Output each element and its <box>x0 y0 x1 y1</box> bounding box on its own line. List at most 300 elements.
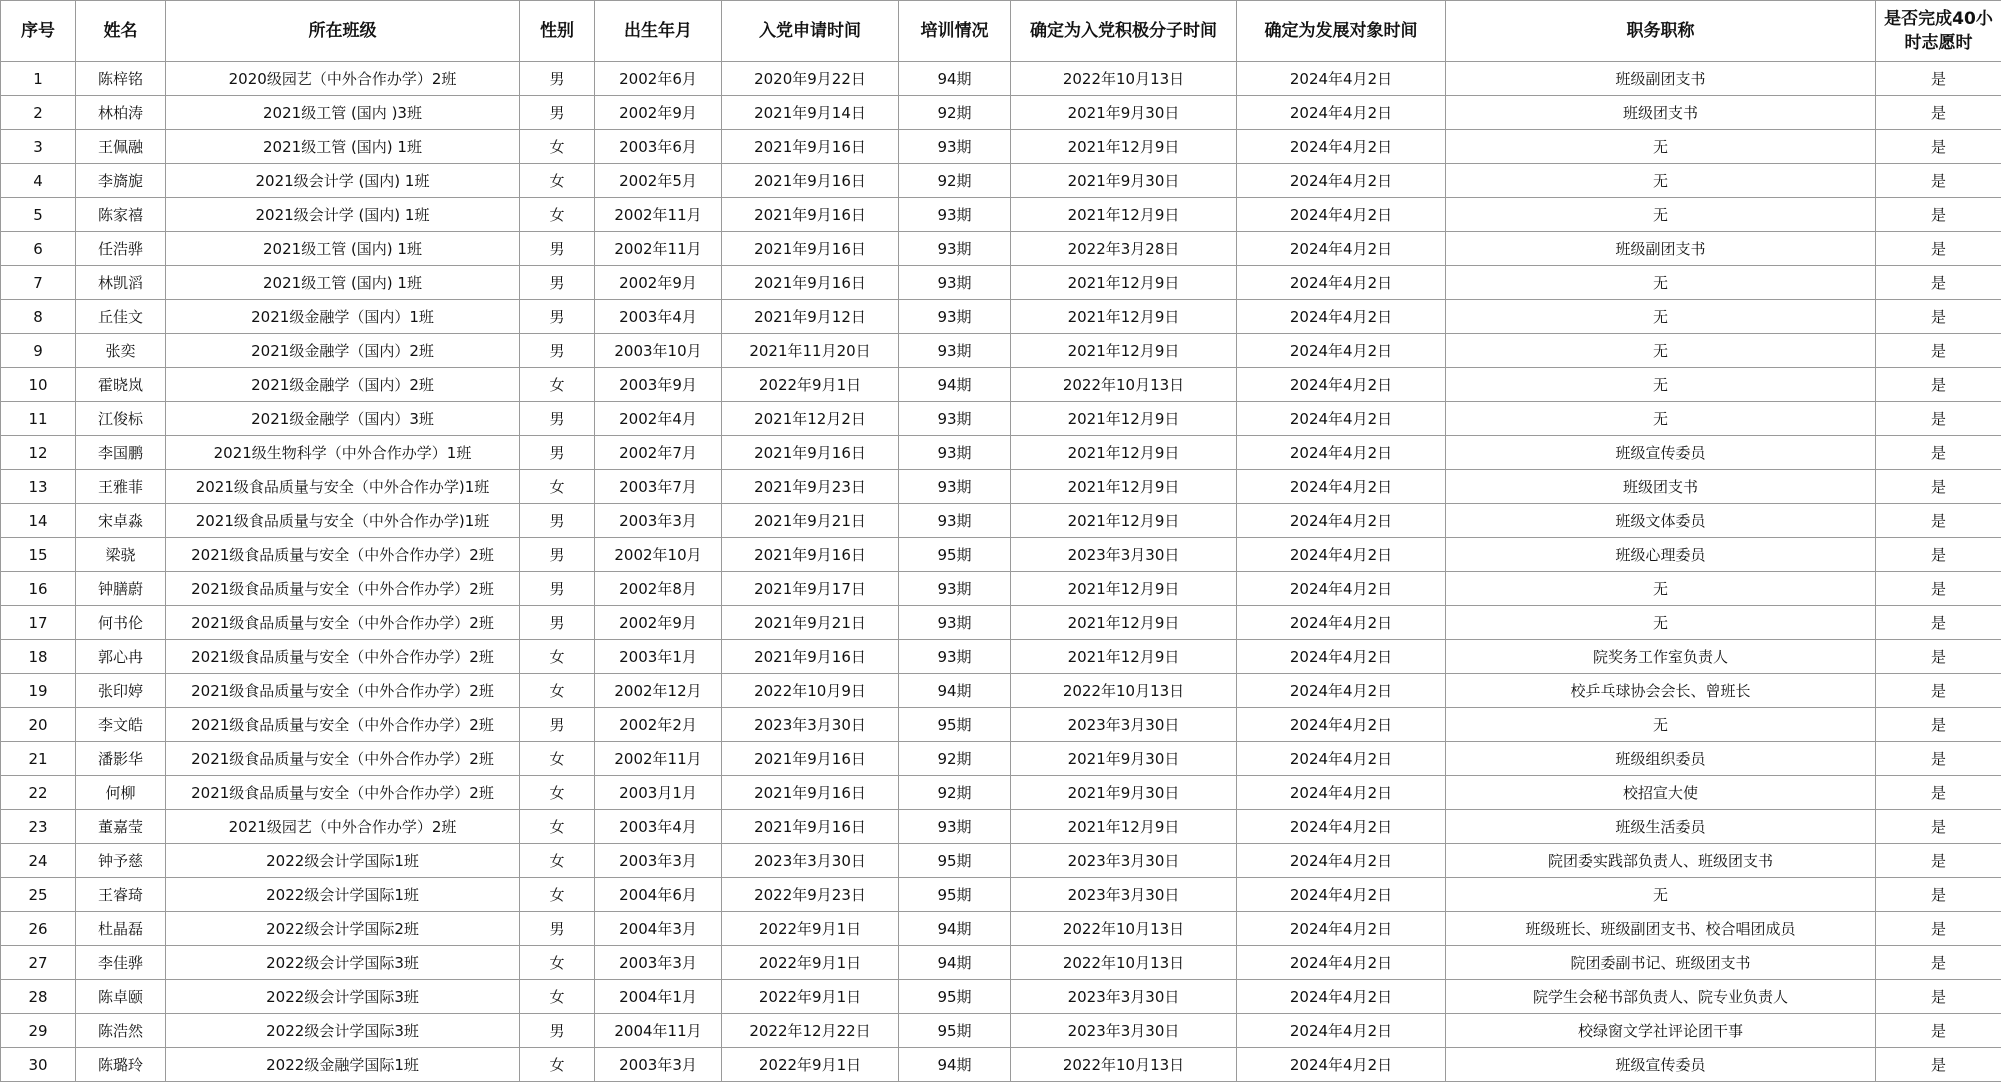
cell-birth: 2002年9月 <box>595 606 722 640</box>
cell-activist-date: 2022年10月13日 <box>1011 912 1237 946</box>
cell-class: 2021级食品质量与安全（中外合作办学)1班 <box>166 504 520 538</box>
cell-position: 班级班长、班级副团支书、校合唱团成员 <box>1446 912 1876 946</box>
cell-development-date: 2024年4月2日 <box>1237 572 1446 606</box>
cell-activist-date: 2021年12月9日 <box>1011 130 1237 164</box>
cell-training: 92期 <box>899 96 1011 130</box>
cell-gender: 男 <box>520 334 595 368</box>
cell-index: 30 <box>1 1048 76 1082</box>
cell-position: 班级文体委员 <box>1446 504 1876 538</box>
cell-class: 2021级工管 (国内) 1班 <box>166 232 520 266</box>
cell-training: 92期 <box>899 742 1011 776</box>
header-gender: 性别 <box>520 1 595 62</box>
cell-index: 13 <box>1 470 76 504</box>
table-row <box>1 402 2001 436</box>
cell-birth: 2002年11月 <box>595 198 722 232</box>
cell-activist-date: 2021年9月30日 <box>1011 742 1237 776</box>
cell-gender: 男 <box>520 708 595 742</box>
cell-birth: 2002年12月 <box>595 674 722 708</box>
cell-volunteer: 是 <box>1876 946 2001 980</box>
cell-development-date: 2024年4月2日 <box>1237 470 1446 504</box>
table-row <box>1 674 2001 708</box>
cell-index: 20 <box>1 708 76 742</box>
table-row <box>1 640 2001 674</box>
cell-index: 4 <box>1 164 76 198</box>
cell-application-date: 2021年9月16日 <box>722 130 899 164</box>
cell-name: 陈浩然 <box>76 1014 166 1048</box>
cell-volunteer: 是 <box>1876 776 2001 810</box>
cell-position: 无 <box>1446 708 1876 742</box>
cell-class: 2022级会计学国际3班 <box>166 980 520 1014</box>
cell-training: 93期 <box>899 232 1011 266</box>
cell-volunteer: 是 <box>1876 538 2001 572</box>
cell-activist-date: 2022年10月13日 <box>1011 62 1237 96</box>
cell-training: 93期 <box>899 640 1011 674</box>
cell-class: 2021级食品质量与安全（中外合作办学）2班 <box>166 708 520 742</box>
cell-class: 2021级工管 (国内) 1班 <box>166 266 520 300</box>
cell-gender: 男 <box>520 266 595 300</box>
cell-position: 班级组织委员 <box>1446 742 1876 776</box>
cell-gender: 女 <box>520 946 595 980</box>
cell-volunteer: 是 <box>1876 742 2001 776</box>
cell-training: 94期 <box>899 674 1011 708</box>
cell-name: 何书伦 <box>76 606 166 640</box>
cell-activist-date: 2021年12月9日 <box>1011 334 1237 368</box>
cell-gender: 女 <box>520 980 595 1014</box>
cell-position: 校绿窗文学社评论团干事 <box>1446 1014 1876 1048</box>
cell-development-date: 2024年4月2日 <box>1237 606 1446 640</box>
cell-name: 王雅菲 <box>76 470 166 504</box>
cell-gender: 女 <box>520 130 595 164</box>
table-row <box>1 538 2001 572</box>
cell-application-date: 2021年11月20日 <box>722 334 899 368</box>
cell-training: 92期 <box>899 164 1011 198</box>
cell-index: 21 <box>1 742 76 776</box>
cell-index: 9 <box>1 334 76 368</box>
cell-application-date: 2022年9月1日 <box>722 946 899 980</box>
cell-index: 17 <box>1 606 76 640</box>
cell-volunteer: 是 <box>1876 436 2001 470</box>
header-position: 职务职称 <box>1446 1 1876 62</box>
cell-application-date: 2021年9月16日 <box>722 640 899 674</box>
cell-application-date: 2023年3月30日 <box>722 844 899 878</box>
table-row <box>1 810 2001 844</box>
cell-development-date: 2024年4月2日 <box>1237 1048 1446 1082</box>
cell-position: 院奖务工作室负责人 <box>1446 640 1876 674</box>
cell-birth: 2002年10月 <box>595 538 722 572</box>
cell-volunteer: 是 <box>1876 1014 2001 1048</box>
cell-position: 班级宣传委员 <box>1446 436 1876 470</box>
cell-position: 无 <box>1446 606 1876 640</box>
cell-index: 10 <box>1 368 76 402</box>
cell-birth: 2003年7月 <box>595 470 722 504</box>
cell-class: 2022级会计学国际3班 <box>166 946 520 980</box>
cell-development-date: 2024年4月2日 <box>1237 198 1446 232</box>
cell-birth: 2002年7月 <box>595 436 722 470</box>
cell-training: 93期 <box>899 572 1011 606</box>
cell-birth: 2003年6月 <box>595 130 722 164</box>
cell-training: 93期 <box>899 266 1011 300</box>
cell-birth: 2002年8月 <box>595 572 722 606</box>
cell-gender: 女 <box>520 776 595 810</box>
cell-birth: 2002年4月 <box>595 402 722 436</box>
cell-birth: 2003年1月 <box>595 640 722 674</box>
cell-development-date: 2024年4月2日 <box>1237 266 1446 300</box>
cell-name: 陈家禧 <box>76 198 166 232</box>
cell-development-date: 2024年4月2日 <box>1237 674 1446 708</box>
cell-application-date: 2021年9月21日 <box>722 606 899 640</box>
cell-class: 2021级食品质量与安全（中外合作办学）2班 <box>166 742 520 776</box>
table-row <box>1 1014 2001 1048</box>
cell-class: 2020级园艺（中外合作办学）2班 <box>166 62 520 96</box>
cell-volunteer: 是 <box>1876 1048 2001 1082</box>
cell-training: 95期 <box>899 844 1011 878</box>
cell-gender: 男 <box>520 912 595 946</box>
cell-development-date: 2024年4月2日 <box>1237 708 1446 742</box>
cell-application-date: 2021年9月14日 <box>722 96 899 130</box>
cell-training: 94期 <box>899 946 1011 980</box>
cell-development-date: 2024年4月2日 <box>1237 980 1446 1014</box>
cell-volunteer: 是 <box>1876 844 2001 878</box>
cell-name: 张奕 <box>76 334 166 368</box>
cell-index: 7 <box>1 266 76 300</box>
cell-name: 李文皓 <box>76 708 166 742</box>
cell-gender: 男 <box>520 572 595 606</box>
cell-development-date: 2024年4月2日 <box>1237 402 1446 436</box>
table-row <box>1 504 2001 538</box>
cell-index: 2 <box>1 96 76 130</box>
cell-application-date: 2022年10月9日 <box>722 674 899 708</box>
cell-development-date: 2024年4月2日 <box>1237 538 1446 572</box>
cell-index: 5 <box>1 198 76 232</box>
cell-birth: 2003年10月 <box>595 334 722 368</box>
cell-activist-date: 2021年12月9日 <box>1011 810 1237 844</box>
cell-training: 93期 <box>899 606 1011 640</box>
cell-name: 丘佳文 <box>76 300 166 334</box>
cell-development-date: 2024年4月2日 <box>1237 334 1446 368</box>
table-row <box>1 334 2001 368</box>
cell-application-date: 2021年9月16日 <box>722 164 899 198</box>
cell-development-date: 2024年4月2日 <box>1237 810 1446 844</box>
cell-application-date: 2021年9月16日 <box>722 232 899 266</box>
table-row <box>1 436 2001 470</box>
cell-activist-date: 2023年3月30日 <box>1011 878 1237 912</box>
table-row <box>1 96 2001 130</box>
cell-index: 11 <box>1 402 76 436</box>
cell-activist-date: 2021年12月9日 <box>1011 504 1237 538</box>
cell-volunteer: 是 <box>1876 62 2001 96</box>
cell-application-date: 2022年9月23日 <box>722 878 899 912</box>
cell-class: 2021级食品质量与安全（中外合作办学)1班 <box>166 470 520 504</box>
cell-class: 2021级工管 (国内) 1班 <box>166 130 520 164</box>
cell-application-date: 2022年9月1日 <box>722 1048 899 1082</box>
cell-development-date: 2024年4月2日 <box>1237 232 1446 266</box>
cell-class: 2021级食品质量与安全（中外合作办学）2班 <box>166 572 520 606</box>
cell-birth: 2002年11月 <box>595 742 722 776</box>
cell-volunteer: 是 <box>1876 504 2001 538</box>
cell-position: 班级团支书 <box>1446 96 1876 130</box>
table-row <box>1 1048 2001 1082</box>
cell-position: 班级宣传委员 <box>1446 1048 1876 1082</box>
header-birth: 出生年月 <box>595 1 722 62</box>
cell-birth: 2002年2月 <box>595 708 722 742</box>
cell-application-date: 2021年12月2日 <box>722 402 899 436</box>
cell-training: 93期 <box>899 130 1011 164</box>
cell-position: 班级副团支书 <box>1446 232 1876 266</box>
cell-class: 2022级会计学国际1班 <box>166 844 520 878</box>
cell-volunteer: 是 <box>1876 606 2001 640</box>
cell-name: 钟予慈 <box>76 844 166 878</box>
cell-application-date: 2020年9月22日 <box>722 62 899 96</box>
cell-position: 无 <box>1446 368 1876 402</box>
table-row <box>1 606 2001 640</box>
table-row <box>1 742 2001 776</box>
cell-activist-date: 2022年10月13日 <box>1011 946 1237 980</box>
cell-birth: 2004年6月 <box>595 878 722 912</box>
cell-index: 19 <box>1 674 76 708</box>
cell-activist-date: 2023年3月30日 <box>1011 708 1237 742</box>
header-volunteer: 是否完成40小时志愿时 <box>1876 1 2001 62</box>
cell-class: 2021级食品质量与安全（中外合作办学）2班 <box>166 606 520 640</box>
cell-position: 班级生活委员 <box>1446 810 1876 844</box>
cell-gender: 女 <box>520 742 595 776</box>
cell-class: 2021级食品质量与安全（中外合作办学）2班 <box>166 538 520 572</box>
cell-gender: 男 <box>520 606 595 640</box>
cell-index: 28 <box>1 980 76 1014</box>
cell-name: 林凯滔 <box>76 266 166 300</box>
cell-development-date: 2024年4月2日 <box>1237 640 1446 674</box>
cell-position: 院学生会秘书部负责人、院专业负责人 <box>1446 980 1876 1014</box>
cell-volunteer: 是 <box>1876 980 2001 1014</box>
cell-class: 2021级金融学（国内）1班 <box>166 300 520 334</box>
cell-activist-date: 2021年9月30日 <box>1011 776 1237 810</box>
cell-gender: 男 <box>520 436 595 470</box>
cell-class: 2021级金融学（国内）2班 <box>166 368 520 402</box>
cell-position: 无 <box>1446 402 1876 436</box>
cell-activist-date: 2023年3月30日 <box>1011 538 1237 572</box>
cell-class: 2021级生物科学（中外合作办学）1班 <box>166 436 520 470</box>
table-row <box>1 946 2001 980</box>
cell-training: 93期 <box>899 198 1011 232</box>
cell-name: 宋卓淼 <box>76 504 166 538</box>
cell-class: 2022级会计学国际1班 <box>166 878 520 912</box>
cell-application-date: 2021年9月16日 <box>722 266 899 300</box>
cell-activist-date: 2023年3月30日 <box>1011 980 1237 1014</box>
cell-volunteer: 是 <box>1876 198 2001 232</box>
cell-birth: 2003年3月 <box>595 504 722 538</box>
cell-volunteer: 是 <box>1876 300 2001 334</box>
cell-volunteer: 是 <box>1876 912 2001 946</box>
cell-volunteer: 是 <box>1876 266 2001 300</box>
cell-name: 杜晶磊 <box>76 912 166 946</box>
cell-volunteer: 是 <box>1876 572 2001 606</box>
cell-name: 郭心冉 <box>76 640 166 674</box>
cell-name: 陈卓颐 <box>76 980 166 1014</box>
cell-training: 93期 <box>899 300 1011 334</box>
cell-volunteer: 是 <box>1876 470 2001 504</box>
cell-activist-date: 2021年12月9日 <box>1011 470 1237 504</box>
cell-training: 95期 <box>899 980 1011 1014</box>
cell-class: 2021级食品质量与安全（中外合作办学）2班 <box>166 776 520 810</box>
cell-volunteer: 是 <box>1876 334 2001 368</box>
cell-index: 18 <box>1 640 76 674</box>
cell-activist-date: 2021年12月9日 <box>1011 402 1237 436</box>
cell-position: 校乒乓球协会会长、曾班长 <box>1446 674 1876 708</box>
cell-position: 无 <box>1446 164 1876 198</box>
cell-index: 27 <box>1 946 76 980</box>
cell-volunteer: 是 <box>1876 708 2001 742</box>
cell-birth: 2003年4月 <box>595 300 722 334</box>
cell-position: 班级副团支书 <box>1446 62 1876 96</box>
cell-class: 2021级食品质量与安全（中外合作办学）2班 <box>166 640 520 674</box>
cell-index: 15 <box>1 538 76 572</box>
cell-training: 93期 <box>899 504 1011 538</box>
cell-development-date: 2024年4月2日 <box>1237 62 1446 96</box>
cell-gender: 女 <box>520 640 595 674</box>
cell-application-date: 2021年9月16日 <box>722 198 899 232</box>
cell-volunteer: 是 <box>1876 402 2001 436</box>
cell-volunteer: 是 <box>1876 368 2001 402</box>
cell-training: 93期 <box>899 436 1011 470</box>
header-class: 所在班级 <box>166 1 520 62</box>
cell-activist-date: 2021年12月9日 <box>1011 198 1237 232</box>
cell-position: 班级团支书 <box>1446 470 1876 504</box>
cell-birth: 2002年6月 <box>595 62 722 96</box>
cell-gender: 男 <box>520 402 595 436</box>
cell-application-date: 2022年9月1日 <box>722 980 899 1014</box>
table-row <box>1 198 2001 232</box>
cell-activist-date: 2021年12月9日 <box>1011 436 1237 470</box>
cell-gender: 女 <box>520 470 595 504</box>
cell-position: 院团委实践部负责人、班级团支书 <box>1446 844 1876 878</box>
cell-training: 93期 <box>899 402 1011 436</box>
cell-activist-date: 2021年12月9日 <box>1011 300 1237 334</box>
cell-volunteer: 是 <box>1876 164 2001 198</box>
table-row <box>1 368 2001 402</box>
cell-gender: 女 <box>520 368 595 402</box>
cell-gender: 女 <box>520 674 595 708</box>
cell-class: 2021级会计学 (国内) 1班 <box>166 164 520 198</box>
cell-name: 霍晓岚 <box>76 368 166 402</box>
cell-development-date: 2024年4月2日 <box>1237 130 1446 164</box>
cell-class: 2021级会计学 (国内) 1班 <box>166 198 520 232</box>
table-row <box>1 708 2001 742</box>
cell-name: 李国鹏 <box>76 436 166 470</box>
cell-activist-date: 2023年3月30日 <box>1011 844 1237 878</box>
cell-gender: 女 <box>520 164 595 198</box>
cell-birth: 2002年9月 <box>595 266 722 300</box>
cell-name: 李旖旎 <box>76 164 166 198</box>
cell-name: 陈梓铭 <box>76 62 166 96</box>
table-row <box>1 878 2001 912</box>
cell-class: 2022级金融学国际1班 <box>166 1048 520 1082</box>
cell-development-date: 2024年4月2日 <box>1237 878 1446 912</box>
header-application-date: 入党申请时间 <box>722 1 899 62</box>
cell-development-date: 2024年4月2日 <box>1237 504 1446 538</box>
cell-name: 潘影华 <box>76 742 166 776</box>
header-name: 姓名 <box>76 1 166 62</box>
cell-name: 钟膳蔚 <box>76 572 166 606</box>
cell-training: 93期 <box>899 810 1011 844</box>
cell-training: 94期 <box>899 368 1011 402</box>
cell-gender: 男 <box>520 504 595 538</box>
cell-gender: 男 <box>520 62 595 96</box>
cell-name: 何柳 <box>76 776 166 810</box>
cell-class: 2022级会计学国际3班 <box>166 1014 520 1048</box>
table-row <box>1 980 2001 1014</box>
cell-development-date: 2024年4月2日 <box>1237 164 1446 198</box>
cell-activist-date: 2022年10月13日 <box>1011 1048 1237 1082</box>
cell-index: 1 <box>1 62 76 96</box>
cell-index: 14 <box>1 504 76 538</box>
header-activist-date: 确定为入党积极分子时间 <box>1011 1 1237 62</box>
table-body <box>1 62 2001 1082</box>
cell-birth: 2004年11月 <box>595 1014 722 1048</box>
cell-training: 93期 <box>899 334 1011 368</box>
cell-class: 2021级园艺（中外合作办学）2班 <box>166 810 520 844</box>
cell-position: 无 <box>1446 266 1876 300</box>
cell-index: 23 <box>1 810 76 844</box>
cell-application-date: 2023年3月30日 <box>722 708 899 742</box>
cell-development-date: 2024年4月2日 <box>1237 742 1446 776</box>
cell-volunteer: 是 <box>1876 232 2001 266</box>
cell-application-date: 2021年9月23日 <box>722 470 899 504</box>
cell-birth: 2003年4月 <box>595 810 722 844</box>
cell-training: 95期 <box>899 708 1011 742</box>
cell-activist-date: 2021年12月9日 <box>1011 606 1237 640</box>
table-row <box>1 470 2001 504</box>
cell-application-date: 2021年9月16日 <box>722 810 899 844</box>
cell-activist-date: 2023年3月30日 <box>1011 1014 1237 1048</box>
cell-application-date: 2021年9月16日 <box>722 436 899 470</box>
cell-training: 95期 <box>899 878 1011 912</box>
cell-development-date: 2024年4月2日 <box>1237 946 1446 980</box>
cell-application-date: 2021年9月21日 <box>722 504 899 538</box>
cell-training: 92期 <box>899 776 1011 810</box>
cell-activist-date: 2021年9月30日 <box>1011 96 1237 130</box>
cell-development-date: 2024年4月2日 <box>1237 368 1446 402</box>
cell-application-date: 2021年9月16日 <box>722 776 899 810</box>
cell-development-date: 2024年4月2日 <box>1237 776 1446 810</box>
cell-position: 无 <box>1446 334 1876 368</box>
cell-birth: 2003月1月 <box>595 776 722 810</box>
cell-name: 张印婷 <box>76 674 166 708</box>
cell-name: 江俊标 <box>76 402 166 436</box>
cell-class: 2021级工管 (国内 )3班 <box>166 96 520 130</box>
cell-position: 无 <box>1446 300 1876 334</box>
cell-gender: 女 <box>520 810 595 844</box>
cell-gender: 女 <box>520 198 595 232</box>
cell-index: 25 <box>1 878 76 912</box>
cell-activist-date: 2022年10月13日 <box>1011 368 1237 402</box>
cell-index: 16 <box>1 572 76 606</box>
cell-volunteer: 是 <box>1876 130 2001 164</box>
cell-application-date: 2021年9月16日 <box>722 538 899 572</box>
cell-activist-date: 2022年3月28日 <box>1011 232 1237 266</box>
cell-activist-date: 2021年12月9日 <box>1011 640 1237 674</box>
cell-class: 2021级食品质量与安全（中外合作办学）2班 <box>166 674 520 708</box>
cell-index: 29 <box>1 1014 76 1048</box>
cell-gender: 男 <box>520 96 595 130</box>
table-row <box>1 164 2001 198</box>
table-row <box>1 232 2001 266</box>
cell-birth: 2002年11月 <box>595 232 722 266</box>
cell-gender: 男 <box>520 232 595 266</box>
cell-name: 李佳骅 <box>76 946 166 980</box>
table-row <box>1 572 2001 606</box>
cell-position: 院团委副书记、班级团支书 <box>1446 946 1876 980</box>
cell-index: 3 <box>1 130 76 164</box>
cell-index: 22 <box>1 776 76 810</box>
